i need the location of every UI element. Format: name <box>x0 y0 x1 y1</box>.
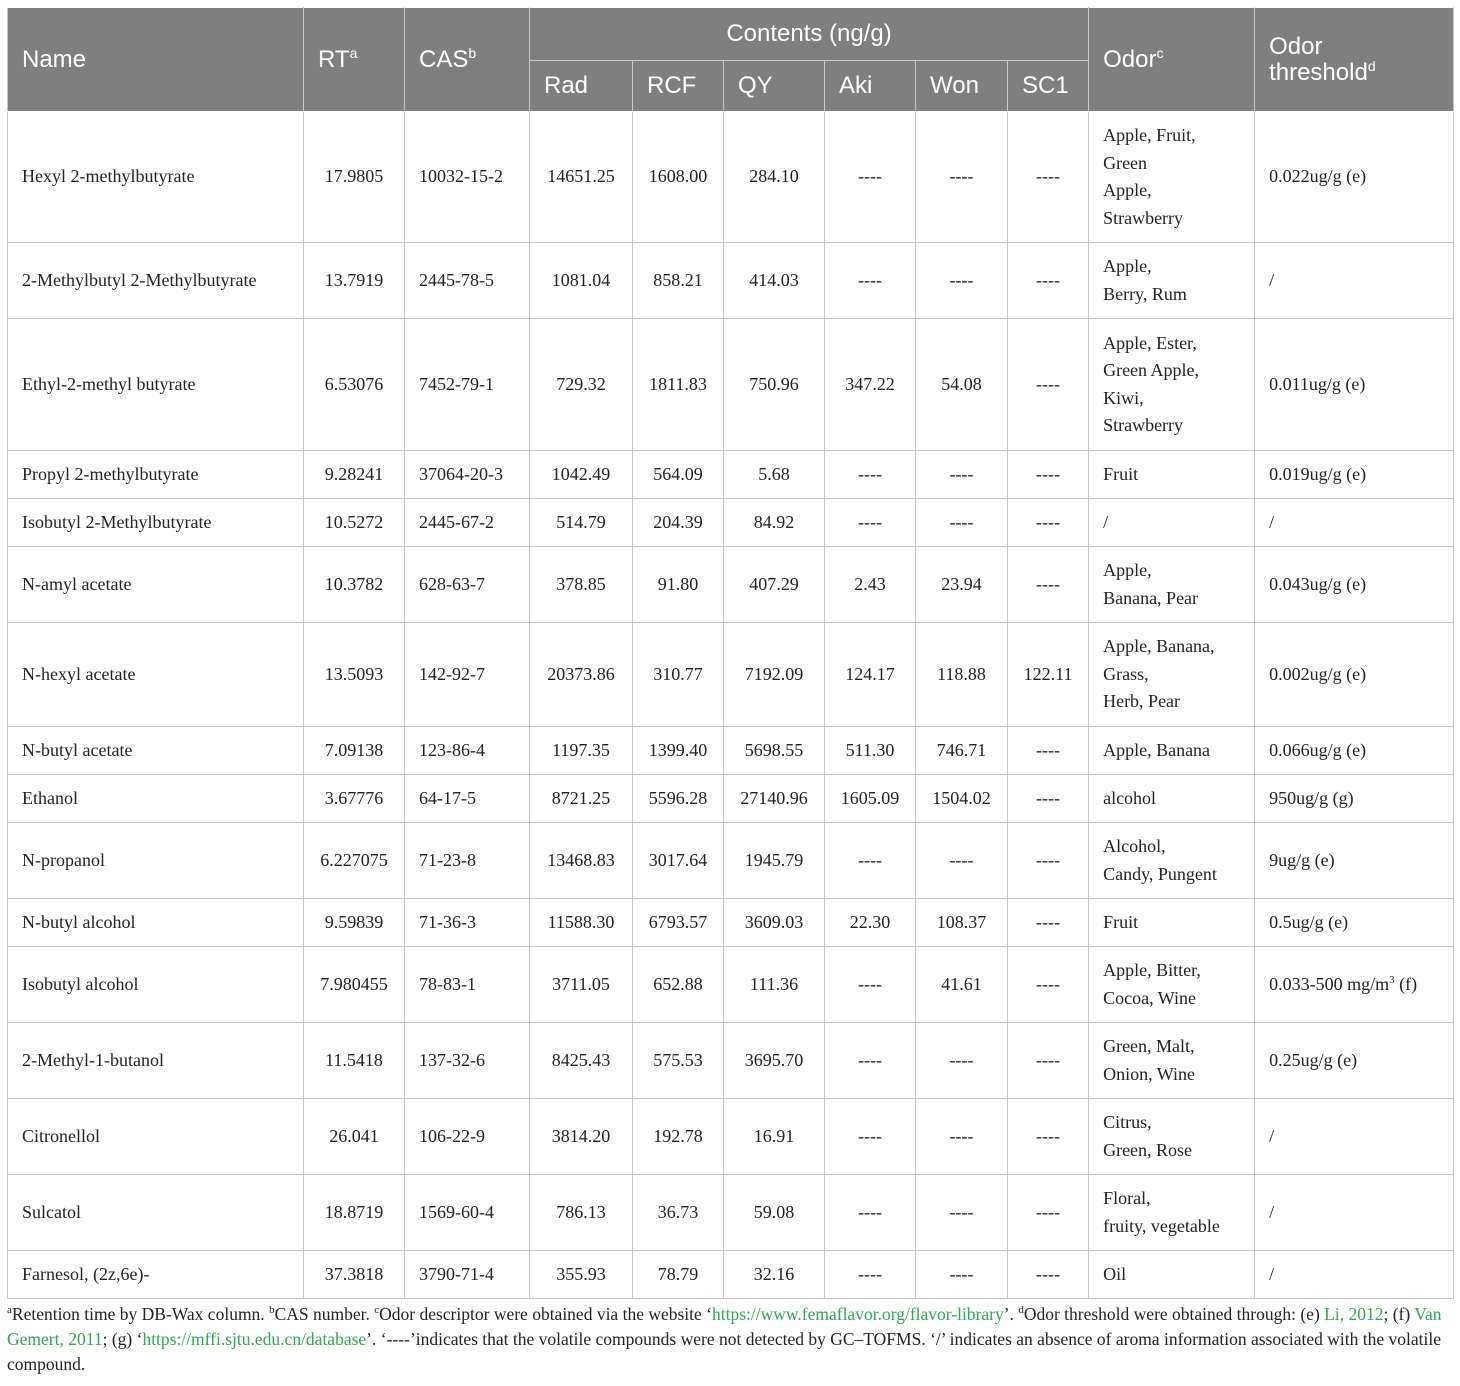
cell-rcf: 310.77 <box>633 623 724 727</box>
col-header-rt: $RT^a$ <box>304 8 405 112</box>
cell-rt: 10.3782 <box>304 547 405 623</box>
cell-rt: 9.59839 <box>304 899 405 947</box>
odor-line: Fruit <box>1103 463 1139 484</box>
cell-rt: 3.67776 <box>304 775 405 823</box>
cell-qy: 27140.96 <box>724 775 825 823</box>
cell-sc1: ---- <box>1008 243 1089 319</box>
cell-rcf: 36.73 <box>633 1175 724 1251</box>
cell-sc1: ---- <box>1008 1099 1089 1175</box>
cell-name: Isobutyl alcohol <box>8 947 304 1023</box>
cell-cas: 2445-78-5 <box>405 243 530 319</box>
cell-rad: 3814.20 <box>530 1099 633 1175</box>
cell-aki: 511.30 <box>825 727 916 775</box>
cell-odor <box>1089 1175 1255 1251</box>
cell-odor-threshold: / <box>1255 1175 1454 1251</box>
cell-rt: 13.7919 <box>304 243 405 319</box>
table-row <box>8 112 1454 243</box>
cell-qy: 3609.03 <box>724 899 825 947</box>
cell-won: ---- <box>916 243 1008 319</box>
cell-name: N-butyl alcohol <box>8 899 304 947</box>
odor-line: Strawberry <box>1103 207 1184 228</box>
cell-rcf: 78.79 <box>633 1251 724 1299</box>
cell-aki: ---- <box>825 451 916 499</box>
cell-rad: 3711.05 <box>530 947 633 1023</box>
odor-line: Strawberry <box>1103 415 1184 435</box>
cell-rcf: 192.78 <box>633 1099 724 1175</box>
table-row <box>8 823 1454 899</box>
table-container <box>7 7 1453 1299</box>
cell-sc1: ---- <box>1008 319 1089 451</box>
cell-name: N-hexyl acetate <box>8 623 304 727</box>
cell-cas: 37064-20-3 <box>405 451 530 499</box>
col-header-won: Won <box>916 61 1008 112</box>
odor-line: Green Apple, <box>1103 360 1200 380</box>
cell-won: 54.08 <box>916 319 1008 451</box>
cell-won: ---- <box>916 1251 1008 1299</box>
odor-line: Apple, <box>1103 256 1152 276</box>
cell-name: Propyl 2-methylbutyrate <box>8 451 304 499</box>
cell-sc1: ---- <box>1008 823 1089 899</box>
cell-qy: 284.10 <box>724 112 825 243</box>
odor-line: Candy, Pungent <box>1103 863 1217 884</box>
cell-sc1: ---- <box>1008 1251 1089 1299</box>
cell-rad: 729.32 <box>530 319 633 451</box>
cell-rt: 26.041 <box>304 1099 405 1175</box>
table-row <box>8 451 1454 499</box>
cell-odor-threshold: / <box>1255 1099 1454 1175</box>
cell-won: ---- <box>916 499 1008 547</box>
odor-line: Grass, <box>1103 663 1149 684</box>
cell-odor <box>1089 623 1255 727</box>
odor-line: fruity, vegetable <box>1103 1215 1220 1236</box>
table-row <box>8 547 1454 623</box>
cell-won: 41.61 <box>916 947 1008 1023</box>
cell-cas: 64-17-5 <box>405 775 530 823</box>
odor-line: alcohol <box>1103 787 1157 808</box>
cell-qy: 3695.70 <box>724 1023 825 1099</box>
cell-rcf: 1608.00 <box>633 112 724 243</box>
mffi-database-link[interactable]: https://mffi.sjtu.edu.cn/database <box>142 1329 367 1349</box>
cell-rcf: 1399.40 <box>633 727 724 775</box>
cell-aki: ---- <box>825 823 916 899</box>
cell-cas: 10032-15-2 <box>405 112 530 243</box>
odor-line: Onion, Wine <box>1103 1063 1196 1084</box>
col-header-name: Name <box>8 8 304 112</box>
cell-sc1: ---- <box>1008 899 1089 947</box>
cell-rad: 11588.30 <box>530 899 633 947</box>
reference-van-gemert-2011[interactable]: Van Gemert, 2011 <box>7 1304 1442 1349</box>
cell-rad: 1042.49 <box>530 451 633 499</box>
threshold-superscript: 3 <box>1389 973 1395 986</box>
cell-odor <box>1089 243 1255 319</box>
odor-line: Banana, Pear <box>1103 587 1199 608</box>
cell-sc1: ---- <box>1008 727 1089 775</box>
cell-odor <box>1089 319 1255 451</box>
cell-cas: 78-83-1 <box>405 947 530 1023</box>
table-row <box>8 727 1454 775</box>
table-row <box>8 623 1454 727</box>
cell-odor-threshold: 0.019ug/g (e) <box>1255 451 1454 499</box>
odor-line: Citrus, <box>1103 1112 1152 1132</box>
cell-odor-threshold: 0.022ug/g (e) <box>1255 112 1454 243</box>
cell-qy: 59.08 <box>724 1175 825 1251</box>
cell-rt: 17.9805 <box>304 112 405 243</box>
odor-line: Green <box>1103 152 1148 173</box>
cell-qy: 111.36 <box>724 947 825 1023</box>
cell-rad: 14651.25 <box>530 112 633 243</box>
cell-cas: 71-23-8 <box>405 823 530 899</box>
cell-qy: 32.16 <box>724 1251 825 1299</box>
odor-line: Apple, <box>1103 180 1152 200</box>
cell-cas: 123-86-4 <box>405 727 530 775</box>
table-footnote: $^a$Retention time by DB-Wax column. $^b$CAS number. $^c$Odor descriptor were obtained via the website ‘https://www.femaflavor.org/flavor-library’. $^d$Odor threshold were obtained through: (e) Li, 2012; (f) Van Gemert, 2011; (g) ‘https://mffi.sjtu.edu.cn/database’. ‘----’indicates that the volatile compounds were not detected by GC–TOFMS. ‘/’ indicates an absence of aroma information associated with the volatile compound. <box>7 1304 1442 1374</box>
cell-aki: 347.22 <box>825 319 916 451</box>
table-row <box>8 499 1454 547</box>
odor-line: Herb, Pear <box>1103 691 1181 712</box>
cell-cas: 142-92-7 <box>405 623 530 727</box>
cell-aki: ---- <box>825 243 916 319</box>
table-row <box>8 1023 1454 1099</box>
cell-name: Sulcatol <box>8 1175 304 1251</box>
cell-cas: 1569-60-4 <box>405 1175 530 1251</box>
cell-odor <box>1089 775 1255 823</box>
odor-line: Kiwi, <box>1103 387 1144 408</box>
cell-sc1: ---- <box>1008 499 1089 547</box>
table-row <box>8 1099 1454 1175</box>
cell-name: N-butyl acetate <box>8 727 304 775</box>
odor-line: Cocoa, Wine <box>1103 987 1196 1008</box>
cell-odor <box>1089 112 1255 243</box>
cell-odor-threshold: 0.066ug/g (e) <box>1255 727 1454 775</box>
cell-name: N-propanol <box>8 823 304 899</box>
cell-qy: 1945.79 <box>724 823 825 899</box>
odor-line: Green, Rose <box>1103 1139 1193 1160</box>
cell-cas: 137-32-6 <box>405 1023 530 1099</box>
cell-odor <box>1089 823 1255 899</box>
table-row <box>8 947 1454 1023</box>
volatile-compounds-table <box>7 7 1454 1299</box>
odor-line: Alcohol, <box>1103 836 1166 856</box>
cell-won: 23.94 <box>916 547 1008 623</box>
cell-sc1: ---- <box>1008 547 1089 623</box>
cell-rt: 13.5093 <box>304 623 405 727</box>
cell-rcf: 652.88 <box>633 947 724 1023</box>
cell-rt: 7.980455 <box>304 947 405 1023</box>
cell-won: ---- <box>916 112 1008 243</box>
cell-odor <box>1089 547 1255 623</box>
cell-rcf: 204.39 <box>633 499 724 547</box>
threshold-value: 0.033-500 mg/m <box>1269 973 1390 994</box>
cell-name: 2-Methylbutyl 2-Methylbutyrate <box>8 243 304 319</box>
cell-rad: 786.13 <box>530 1175 633 1251</box>
table-row <box>8 775 1454 823</box>
cell-odor-threshold: 0.25ug/g (e) <box>1255 1023 1454 1099</box>
cell-name: Ethanol <box>8 775 304 823</box>
cell-odor <box>1089 1251 1255 1299</box>
cell-rcf: 564.09 <box>633 451 724 499</box>
col-header-sc1: SC1 <box>1008 61 1089 112</box>
cell-odor-threshold: 0.043ug/g (e) <box>1255 547 1454 623</box>
cell-qy: 16.91 <box>724 1099 825 1175</box>
cell-rcf: 1811.83 <box>633 319 724 451</box>
odor-line: Apple, Fruit, <box>1103 125 1196 145</box>
femaflavor-link[interactable]: https://www.femaflavor.org/flavor-library <box>712 1304 1004 1324</box>
cell-cas: 71-36-3 <box>405 899 530 947</box>
cell-odor <box>1089 727 1255 775</box>
cell-qy: 5.68 <box>724 451 825 499</box>
cell-odor-threshold: 9ug/g (e) <box>1255 823 1454 899</box>
odor-line: Oil <box>1103 1263 1127 1284</box>
cell-rt: 6.227075 <box>304 823 405 899</box>
col-header-qy: QY <box>724 61 825 112</box>
table-row <box>8 1175 1454 1251</box>
cell-name: 2-Methyl-1-butanol <box>8 1023 304 1099</box>
odor-line: Apple, Banana <box>1103 739 1211 760</box>
cell-cas: 2445-67-2 <box>405 499 530 547</box>
table-body <box>8 112 1454 1299</box>
reference-li-2012[interactable]: Li, 2012 <box>1324 1304 1384 1324</box>
col-header-contents: Contents (ng/g) <box>530 8 1089 61</box>
cell-rad: 378.85 <box>530 547 633 623</box>
cell-sc1: ---- <box>1008 947 1089 1023</box>
cell-sc1: 122.11 <box>1008 623 1089 727</box>
cell-qy: 5698.55 <box>724 727 825 775</box>
cell-aki: 124.17 <box>825 623 916 727</box>
table-row <box>8 243 1454 319</box>
table-row <box>8 319 1454 451</box>
cell-qy: 7192.09 <box>724 623 825 727</box>
cell-won: 1504.02 <box>916 775 1008 823</box>
odor-line: Berry, Rum <box>1103 283 1187 304</box>
cell-name: Citronellol <box>8 1099 304 1175</box>
cell-sc1: ---- <box>1008 775 1089 823</box>
cell-aki: ---- <box>825 1175 916 1251</box>
cell-rad: 1197.35 <box>530 727 633 775</box>
cell-odor-threshold: 0.5ug/g (e) <box>1255 899 1454 947</box>
cell-sc1: ---- <box>1008 1023 1089 1099</box>
odor-line: / <box>1103 511 1109 532</box>
cell-odor-threshold: / <box>1255 243 1454 319</box>
cell-won: ---- <box>916 1023 1008 1099</box>
cell-cas: 628-63-7 <box>405 547 530 623</box>
cell-aki: 2.43 <box>825 547 916 623</box>
table-row <box>8 1251 1454 1299</box>
cell-odor-threshold: 950ug/g (g) <box>1255 775 1454 823</box>
cell-aki: ---- <box>825 112 916 243</box>
cell-odor-threshold: / <box>1255 1251 1454 1299</box>
cell-rt: 18.8719 <box>304 1175 405 1251</box>
cell-odor-threshold: 0.002ug/g (e) <box>1255 623 1454 727</box>
cell-odor-threshold: 0.011ug/g (e) <box>1255 319 1454 451</box>
cell-odor <box>1089 451 1255 499</box>
cell-won: ---- <box>916 451 1008 499</box>
col-header-cas: CAS$^b$ <box>405 8 530 112</box>
col-header-aki: Aki <box>825 61 916 112</box>
cell-aki: ---- <box>825 1023 916 1099</box>
odor-line: Apple, Banana, <box>1103 636 1215 657</box>
odor-line: Floral, <box>1103 1188 1151 1208</box>
cell-rcf: 5596.28 <box>633 775 724 823</box>
cell-odor <box>1089 1099 1255 1175</box>
cell-rt: 9.28241 <box>304 451 405 499</box>
cell-aki: 1605.09 <box>825 775 916 823</box>
cell-qy: 750.96 <box>724 319 825 451</box>
cell-cas: 7452-79-1 <box>405 319 530 451</box>
col-header-odor: Odor$^c$ <box>1089 8 1255 112</box>
odor-line: Apple, Bitter, <box>1103 960 1201 980</box>
cell-qy: 414.03 <box>724 243 825 319</box>
cell-rcf: 3017.64 <box>633 823 724 899</box>
col-header-rcf: RCF <box>633 61 724 112</box>
cell-odor <box>1089 899 1255 947</box>
cell-aki: ---- <box>825 947 916 1023</box>
cell-sc1: ---- <box>1008 451 1089 499</box>
cell-cas: 3790-71-4 <box>405 1251 530 1299</box>
table-row <box>8 899 1454 947</box>
cell-rt: 7.09138 <box>304 727 405 775</box>
cell-rad: 8425.43 <box>530 1023 633 1099</box>
cell-rcf: 6793.57 <box>633 899 724 947</box>
cell-rad: 20373.86 <box>530 623 633 727</box>
cell-rad: 13468.83 <box>530 823 633 899</box>
col-header-odor-threshold: Odor threshold$^d$ <box>1255 8 1454 112</box>
cell-name: Isobutyl 2-Methylbutyrate <box>8 499 304 547</box>
cell-cas: 106-22-9 <box>405 1099 530 1175</box>
cell-won: 746.71 <box>916 727 1008 775</box>
cell-rt: 10.5272 <box>304 499 405 547</box>
cell-won: ---- <box>916 1175 1008 1251</box>
cell-rt: 11.5418 <box>304 1023 405 1099</box>
cell-rt: 6.53076 <box>304 319 405 451</box>
cell-rcf: 575.53 <box>633 1023 724 1099</box>
cell-aki: ---- <box>825 1099 916 1175</box>
cell-qy: 84.92 <box>724 499 825 547</box>
cell-rad: 514.79 <box>530 499 633 547</box>
cell-aki: 22.30 <box>825 899 916 947</box>
cell-won: ---- <box>916 823 1008 899</box>
cell-name: Farnesol, (2z,6e)- <box>8 1251 304 1299</box>
odor-line: Apple, <box>1103 560 1152 580</box>
cell-sc1: ---- <box>1008 1175 1089 1251</box>
cell-rad: 1081.04 <box>530 243 633 319</box>
cell-name: Hexyl 2-methylbutyrate <box>8 112 304 243</box>
cell-sc1: ---- <box>1008 112 1089 243</box>
cell-rad: 355.93 <box>530 1251 633 1299</box>
cell-odor <box>1089 947 1255 1023</box>
cell-won: 118.88 <box>916 623 1008 727</box>
cell-rad: 8721.25 <box>530 775 633 823</box>
cell-rcf: 91.80 <box>633 547 724 623</box>
cell-odor-threshold: / <box>1255 499 1454 547</box>
cell-rt: 37.3818 <box>304 1251 405 1299</box>
odor-line: Green, Malt, <box>1103 1036 1195 1056</box>
odor-line: Fruit <box>1103 911 1139 932</box>
cell-rcf: 858.21 <box>633 243 724 319</box>
cell-odor <box>1089 1023 1255 1099</box>
cell-aki: ---- <box>825 1251 916 1299</box>
cell-odor-threshold <box>1255 947 1454 1023</box>
cell-name: N-amyl acetate <box>8 547 304 623</box>
cell-odor <box>1089 499 1255 547</box>
cell-aki: ---- <box>825 499 916 547</box>
odor-line: Apple, Ester, <box>1103 332 1197 353</box>
col-header-rad: Rad <box>530 61 633 112</box>
cell-qy: 407.29 <box>724 547 825 623</box>
cell-won: 108.37 <box>916 899 1008 947</box>
cell-won: ---- <box>916 1099 1008 1175</box>
cell-name: Ethyl-2-methyl butyrate <box>8 319 304 451</box>
threshold-source: (f) <box>1394 973 1418 994</box>
